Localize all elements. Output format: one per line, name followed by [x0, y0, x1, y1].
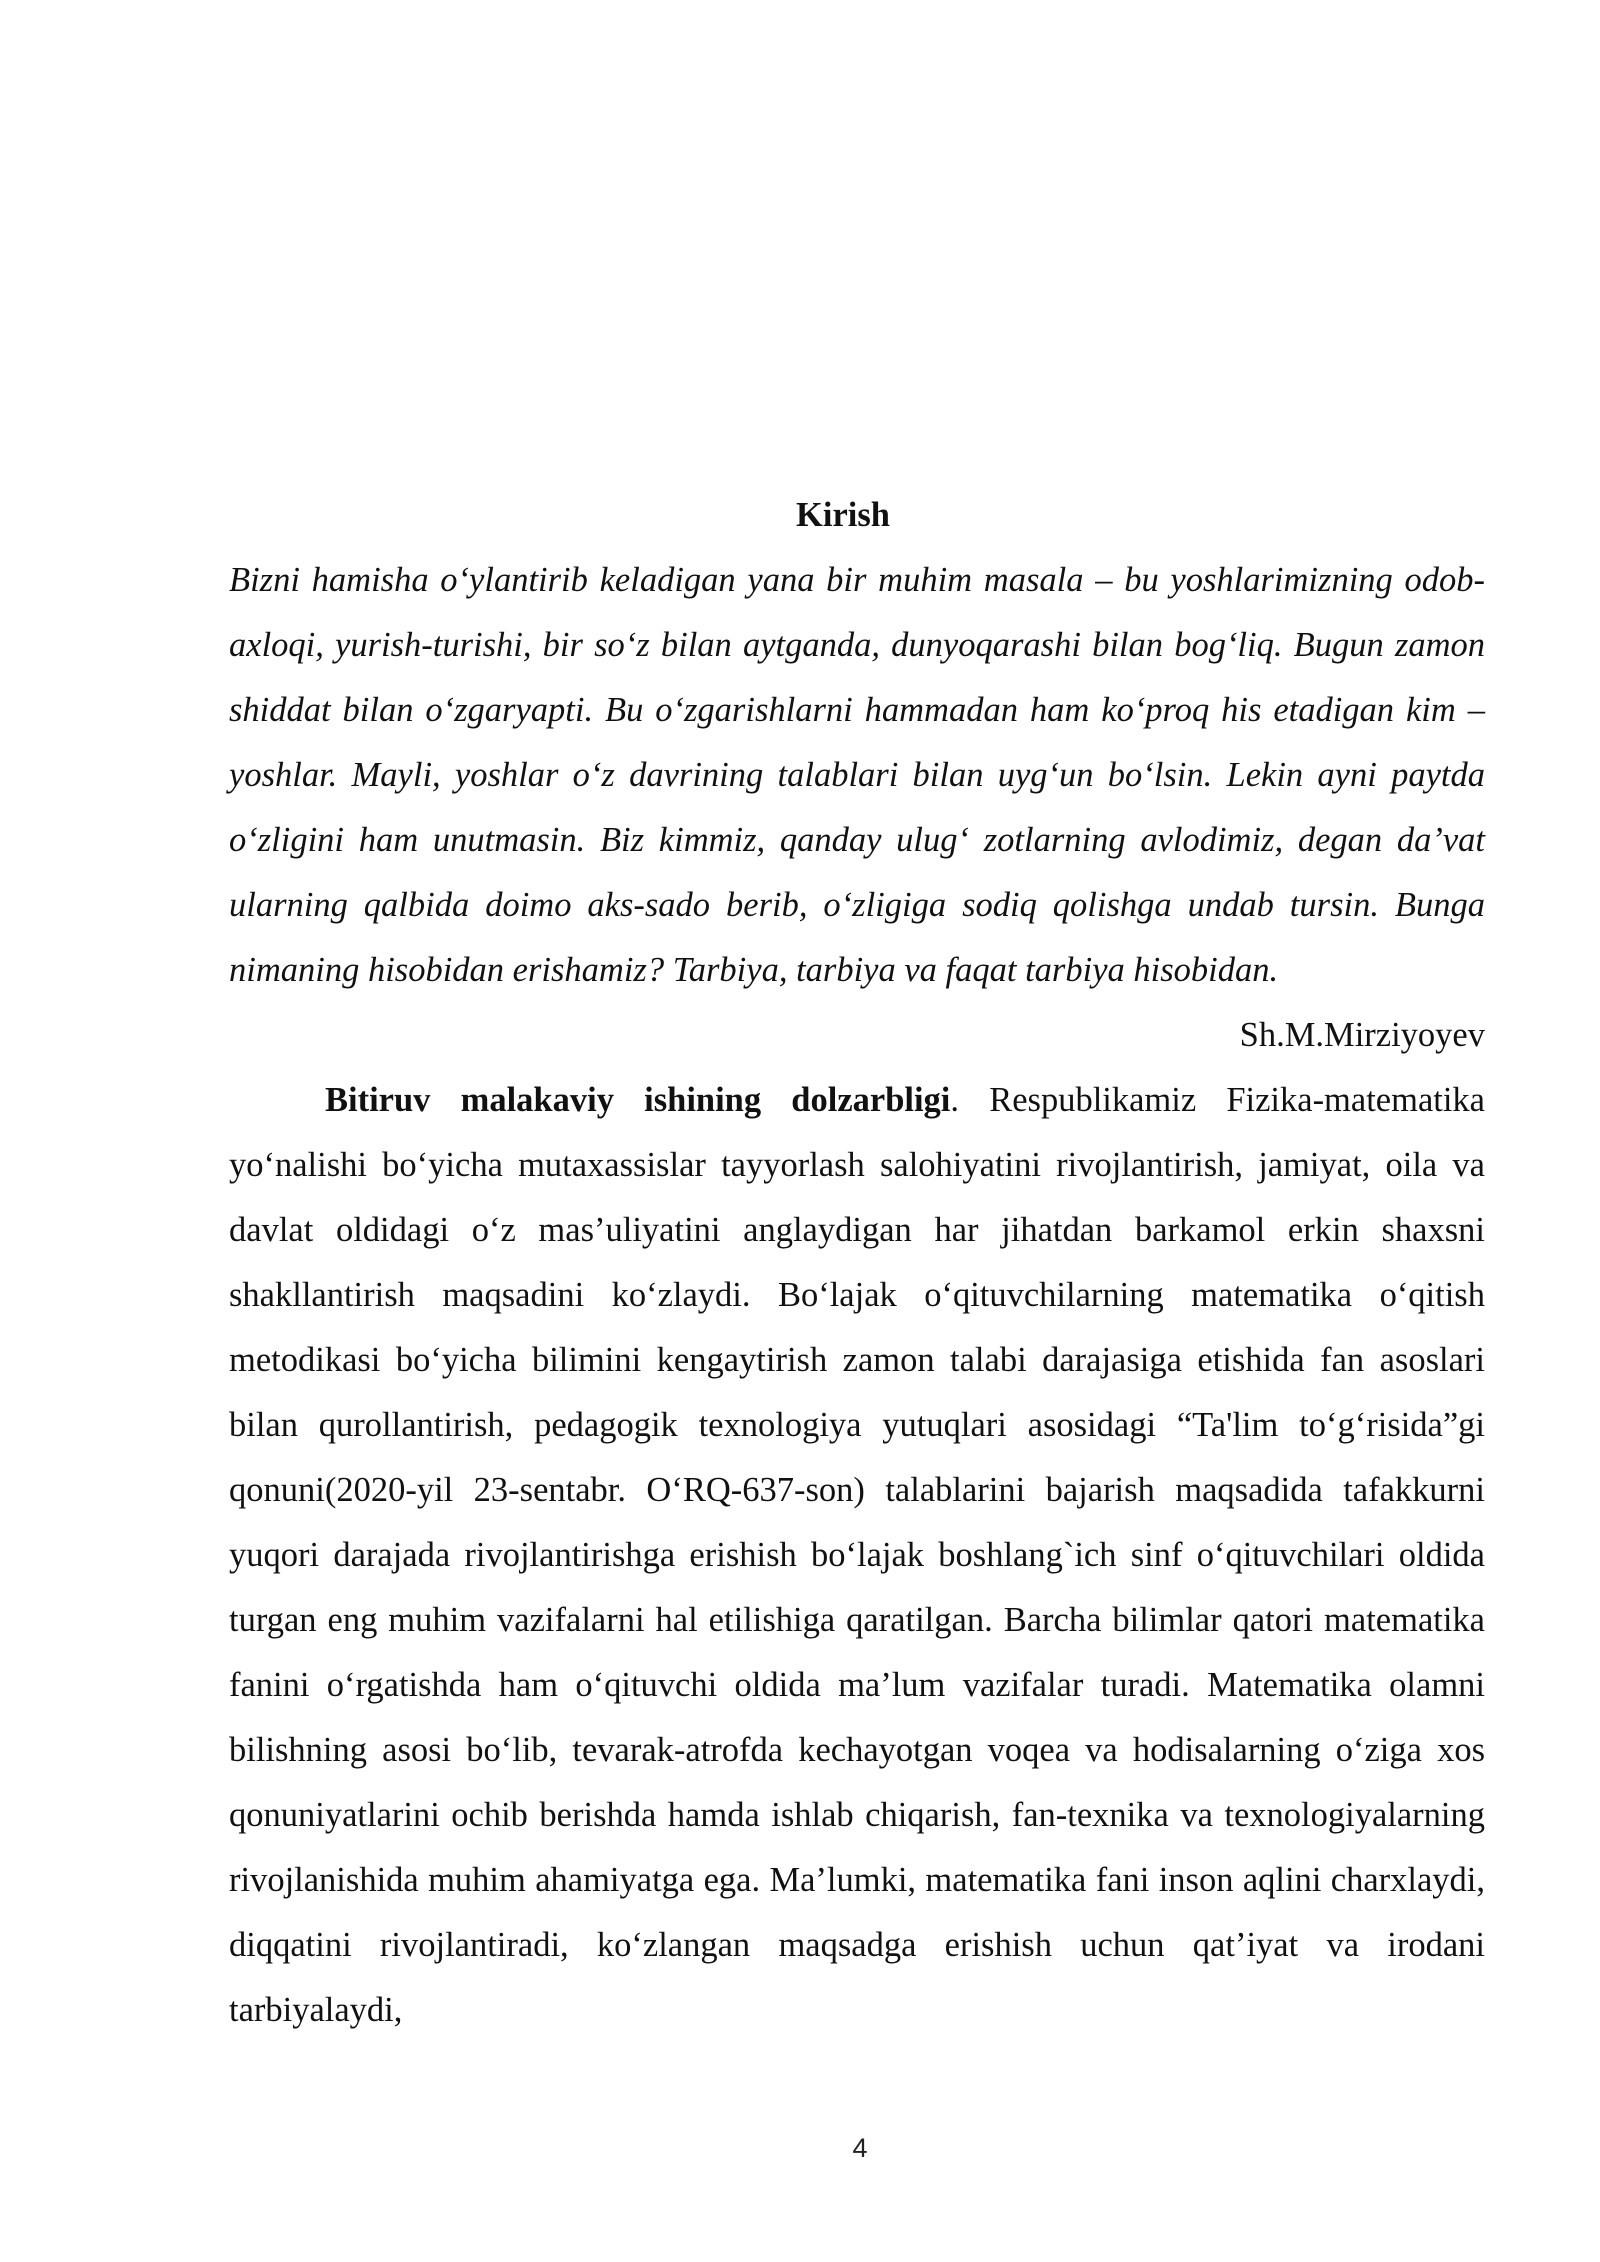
page-number: 4 — [852, 2133, 868, 2163]
body-paragraph — [229, 1068, 1485, 2043]
paragraph-text: Respublikamiz Fizika-matematika yo‘nalishi bo‘yicha mutaxassislar tayyorlash salohiyatini rivojlantirish, jamiyat, oila va davlat oldidagi o‘z mas’uliyatini anglaydigan har jihatdan barkamol erkin shaxsni shakllantirish maqsadini ko‘zlaydi. Bo‘lajak o‘qituvchilarning matematika o‘qitish metodikasi bo‘yicha bilimini kengaytirish zamon talabi darajasiga etishida fan asoslari bilan qurollantirish, pedagogik texnologiya yutuqlari asosidagi “Ta'lim to‘g‘risida”gi qonuni(2020-yil 23-sentabr. O‘RQ-637-son) talablarini bajarish maqsadida tafakkurni yuqori darajada rivojlantirishga erishish bo‘lajak boshlang`ich sinf o‘qituvchilari oldida turgan eng muhim vazifalarni hal etilishiga qaratilgan. Barcha bilimlar qatori matematika fanini o‘rgatishda ham o‘qituvchi oldida ma’lum vazifalar turadi. Matematika olamni bilishning asosi bo‘lib, tevarak-atrofda kechayotgan voqea va hodisalarning o‘ziga xos qonuniyatlarini ochib berishda hamda ishlab chiqarish, fan-texnika va texnologiyalarning rivojlanishida muhim ahamiyatga ega. Ma’lumki, matematika fani inson aqlini charxlaydi, diqqatini rivojlantiradi, ko‘zlangan maqsadga erishish uchun qat’iyat va irodani tarbiyalaydi, — [229, 1081, 1485, 2029]
paragraph-lead-title: Bitiruv malakaviy ishining dolzarbligi — [325, 1081, 951, 1119]
epigraph-quote: Bizni hamisha o‘ylantirib keladigan yana bir muhim masala – bu yoshlarimizning odob-axloqi, yurish-turishi, bir so‘z bilan aytganda, dunyoqarashi bilan bog‘liq. Bugun zamon shiddat bilan o‘zgaryapti. Bu o‘zgarishlarni hammadan ham ko‘proq his etadigan kim – yoshlar. Mayli, yoshlar o‘z davrining talablari bilan uyg‘un bo‘lsin. Lekin ayni paytda o‘zligini ham unutmasin. Biz kimmiz, qanday ulug‘ zotlarning avlodimiz, degan da’vat ularning qalbida doimo aks-sado berib, o‘zligiga sodiq qolishga undab tursin. Bunga nimaning hisobidan erishamiz? Tarbiya, tarbiya va faqat tarbiya hisobidan. — [229, 561, 1485, 989]
paragraph-lead-punctuation: . — [950, 1081, 960, 1119]
page-content — [229, 483, 1485, 2043]
section-heading: Kirish — [796, 496, 890, 534]
epigraph-author: Sh.M.Mirziyoyev — [1239, 1016, 1485, 1054]
